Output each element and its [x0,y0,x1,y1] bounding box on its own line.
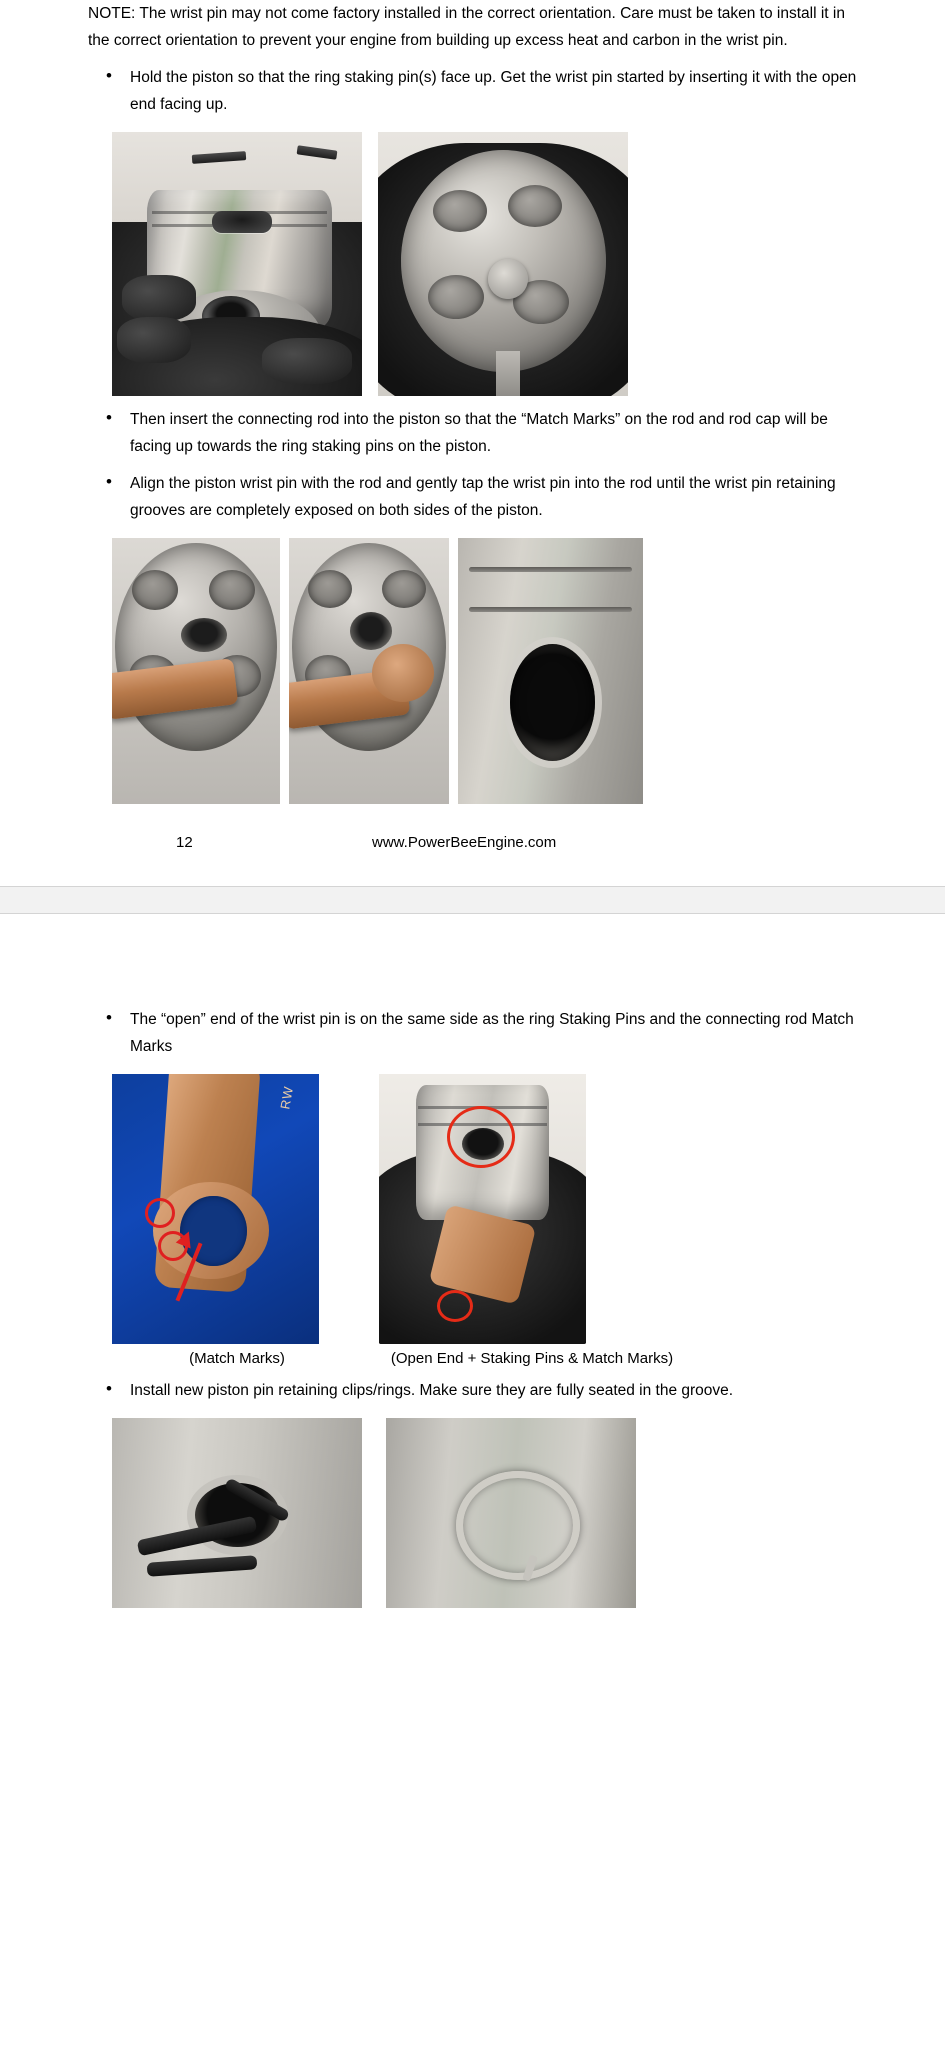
page-2-figure-row-1 [112,1074,857,1344]
page-1-figure-row-1 [112,132,857,396]
installing-retaining-clip-photo [112,1418,362,1608]
list-item [102,1377,857,1404]
caption-open-end: (Open End + Staking Pins & Match Marks) [390,1350,674,1367]
wrist-pin-groove-closeup-photo [458,538,643,804]
bullet-text: Then insert the connecting rod into the piston so that the “Match Marks” on the rod and rod cap will be facing up towards the ring staking pins on the piston. [130,411,828,455]
page-1-bullet-list [88,64,857,118]
piston-crown-top-view-photo [378,132,628,396]
page-1-figure-row-2 [112,538,857,804]
seated-retaining-clip-photo [386,1418,636,1608]
document-page-2 [0,914,945,2050]
bullet-text: Align the piston wrist pin with the rod and gently tap the wrist pin into the rod until the wrist pin retaining grooves are completely exposed on both sides of the piston. [130,475,836,519]
bullet-text: Hold the piston so that the ring staking pin(s) face up. Get the wrist pin started by inserting it with the open end facing up. [130,69,857,113]
list-item [102,64,857,118]
bullet-dot-icon: • [106,472,112,491]
page-2-bullet-list-2 [88,1377,857,1404]
bullet-dot-icon: • [106,408,112,427]
list-item [102,1006,857,1060]
figure-caption-row [112,1350,857,1367]
page-1-bullet-list-2 [88,406,857,524]
rod-inserted-piston-photo [112,538,280,804]
page-2-figure-row-2 [112,1418,857,1608]
page-1-footer [88,834,857,858]
list-item [102,470,857,524]
rod-aligned-wrist-pin-photo [289,538,449,804]
bullet-dot-icon: • [106,1379,112,1398]
page-2-bullet-list [88,1006,857,1060]
page-number: 12 [176,834,193,851]
document-page-1 [0,0,945,886]
caption-match-marks: (Match Marks) [189,1350,285,1367]
page-separator [0,886,945,914]
page-1-content [88,0,857,858]
piston-with-wrist-pin-photo [112,132,362,396]
connecting-rod-match-marks-photo: RW [112,1074,319,1344]
note-paragraph: NOTE: The wrist pin may not come factory installed in the correct orientation. Care must be taken to install it in the correct orientation to prevent your engine from building up excess heat and carbon in the wrist pin. [88,5,845,49]
bullet-dot-icon: • [106,1008,112,1027]
bullet-text: Install new piston pin retaining clips/rings. Make sure they are fully seated in the groove. [130,1382,734,1399]
bullet-text: The “open” end of the wrist pin is on the same side as the ring Staking Pins and the connecting rod Match Marks [130,1011,854,1055]
bullet-dot-icon: • [106,66,112,85]
page-2-content [88,914,857,1608]
piston-open-end-staking-pins-photo [379,1074,586,1344]
list-item [102,406,857,460]
footer-website: www.PowerBeeEngine.com [372,834,557,851]
